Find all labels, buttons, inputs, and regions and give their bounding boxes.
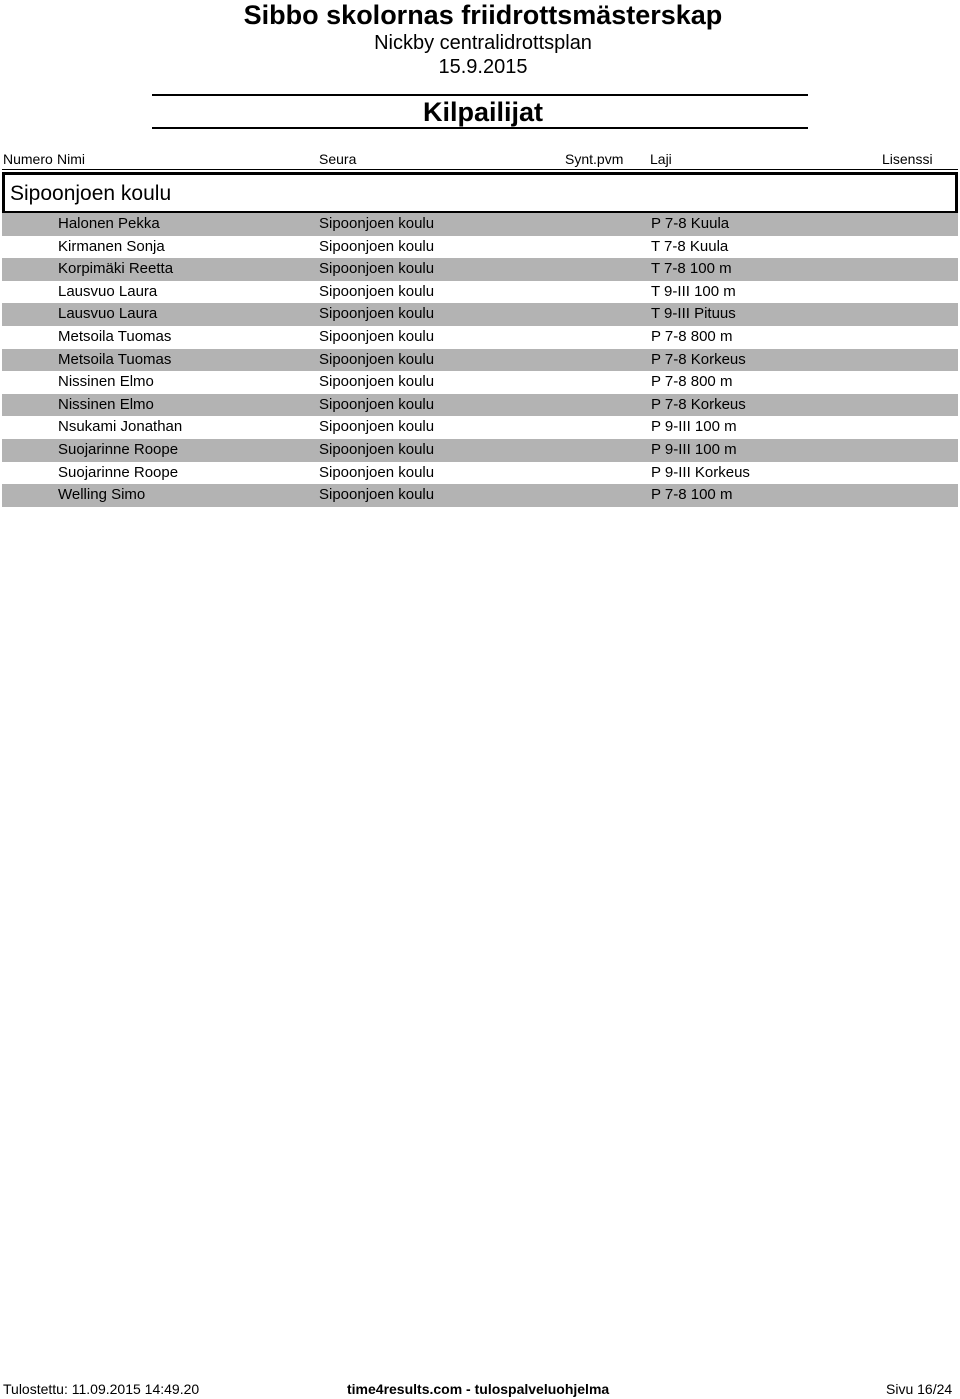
column-header-name: Nimi (57, 151, 85, 167)
page-number: Sivu 16/24 (886, 1381, 953, 1397)
heading-rule-bottom (152, 127, 808, 129)
competitor-name: Welling Simo (58, 486, 146, 504)
competitor-name: Nissinen Elmo (58, 373, 154, 391)
competitor-name: Lausvuo Laura (58, 305, 158, 323)
competitor-club: Sipoonjoen koulu (319, 350, 435, 368)
table-row (2, 258, 958, 281)
venue: Nickby centralidrottsplan (374, 32, 592, 54)
competitor-list (2, 213, 958, 507)
software-credit: time4results.com - tulospalveluohjelma (347, 1381, 610, 1397)
competitor-club: Sipoonjoen koulu (319, 327, 435, 345)
competitor-club: Sipoonjoen koulu (319, 373, 435, 391)
group-header (2, 172, 958, 214)
table-row (2, 303, 958, 326)
table-row (2, 281, 958, 304)
competitor-name: Suojarinne Roope (58, 463, 179, 481)
competitor-club: Sipoonjoen koulu (319, 305, 435, 323)
competitor-name: Nissinen Elmo (58, 395, 154, 413)
competitor-event: P 9-III 100 m (651, 418, 737, 436)
competitor-event: T 9-III Pituus (651, 305, 736, 323)
competitor-event: T 7-8 100 m (651, 260, 732, 278)
column-header-event: Laji (650, 151, 672, 167)
column-header-birthdate: Synt.pvm (565, 151, 624, 167)
column-header-club: Seura (319, 151, 357, 167)
competitor-club: Sipoonjoen koulu (319, 395, 435, 413)
table-row (2, 236, 958, 259)
competitor-club: Sipoonjoen koulu (319, 418, 435, 436)
table-row (2, 371, 958, 394)
competitor-club: Sipoonjoen koulu (319, 282, 435, 300)
table-row (2, 462, 958, 485)
competitor-name: Metsoila Tuomas (58, 350, 172, 368)
column-header-license: Lisenssi (882, 151, 933, 167)
competitor-event: P 9-III 100 m (651, 440, 737, 458)
table-row (2, 416, 958, 439)
table-row (2, 439, 958, 462)
competitor-event: T 9-III 100 m (651, 282, 736, 300)
competitor-event: P 7-8 Korkeus (651, 395, 746, 413)
column-header-rule (2, 169, 958, 170)
competitor-club: Sipoonjoen koulu (319, 237, 435, 255)
competitor-club: Sipoonjoen koulu (319, 486, 435, 504)
competitor-name: Kirmanen Sonja (58, 237, 165, 255)
competitor-club: Sipoonjoen koulu (319, 463, 435, 481)
table-row (2, 349, 958, 372)
event-date: 15.9.2015 (438, 56, 528, 78)
competitor-name: Lausvuo Laura (58, 282, 158, 300)
page-title: Sibbo skolornas friidrottsmästerskap (243, 0, 723, 30)
table-row (2, 484, 958, 507)
competitor-name: Metsoila Tuomas (58, 327, 172, 345)
heading-rule-top (152, 94, 808, 96)
competitor-event: P 7-8 800 m (651, 373, 733, 391)
competitor-event: T 7-8 Kuula (651, 237, 729, 255)
competitor-event: P 7-8 Kuula (651, 215, 730, 232)
table-row (2, 326, 958, 349)
group-name: Sipoonjoen koulu (10, 182, 172, 205)
competitor-club: Sipoonjoen koulu (319, 440, 435, 458)
competitor-name: Nsukami Jonathan (58, 418, 183, 436)
table-row (2, 213, 958, 236)
competitor-club: Sipoonjoen koulu (319, 260, 435, 278)
table-row (2, 394, 958, 417)
competitor-club: Sipoonjoen koulu (319, 215, 435, 232)
competitor-event: P 7-8 Korkeus (651, 350, 746, 368)
competitor-event: P 7-8 800 m (651, 327, 733, 345)
competitor-event: P 9-III Korkeus (651, 463, 750, 481)
competitor-name: Korpimäki Reetta (58, 260, 174, 278)
print-timestamp: Tulostettu: 11.09.2015 14:49.20 (3, 1381, 200, 1397)
competitor-name: Halonen Pekka (58, 215, 160, 232)
column-header-number: Numero (3, 151, 53, 167)
competitor-name: Suojarinne Roope (58, 440, 179, 458)
section-title: Kilpailijat (422, 97, 544, 127)
competitor-event: P 7-8 100 m (651, 486, 733, 504)
